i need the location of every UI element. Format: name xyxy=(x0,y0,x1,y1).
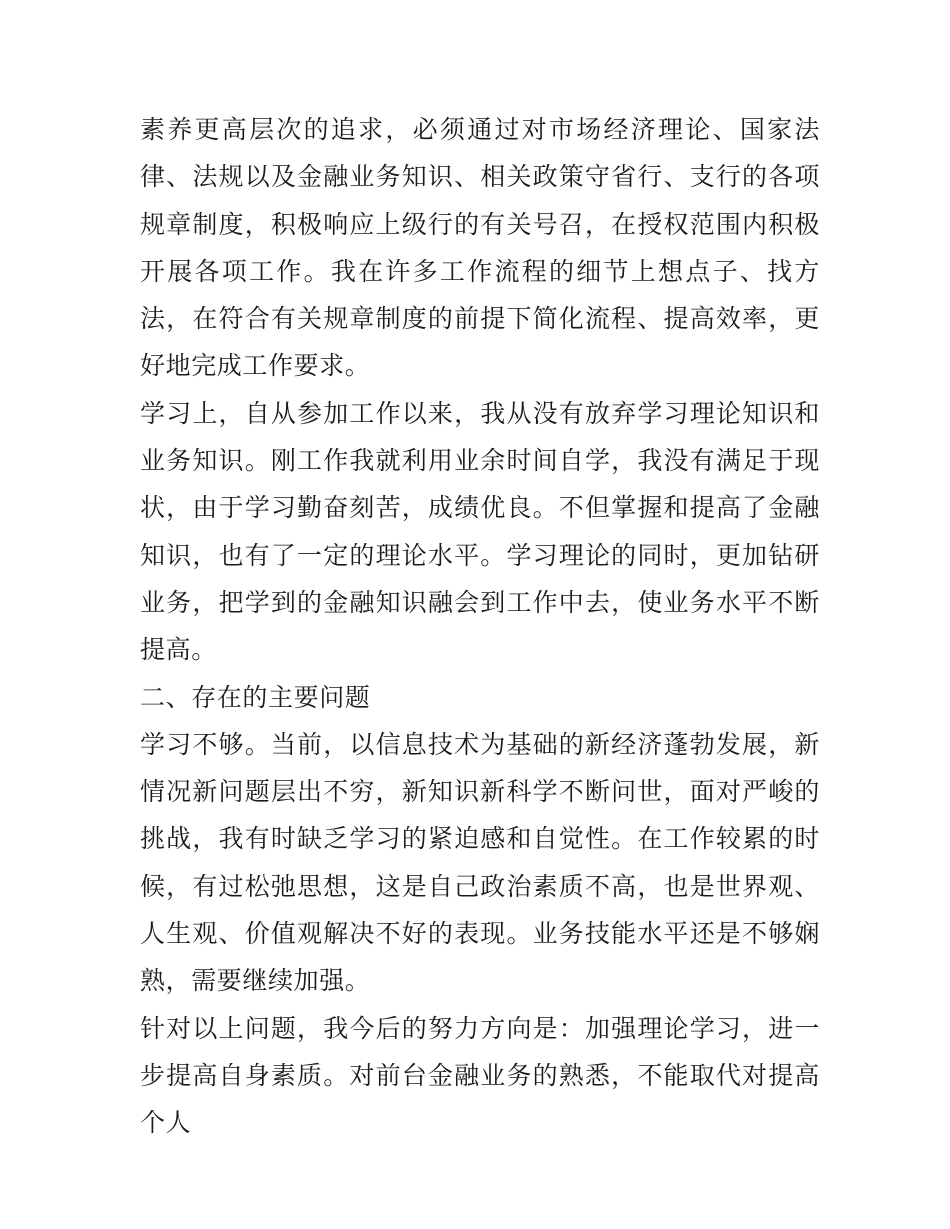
paragraph-insufficient-study: 学习不够。当前，以信息技术为基础的新经济蓬勃发展，新情况新问题层出不穷，新知识新科学不断问世，面对严峻的挑战，我有时缺乏学习的紧迫感和自觉性。在工作较累的时候，有过松弛思想，这是自己政治素质不高，也是世界观、人生观、价值观解决不好的表现。业务技能水平还是不够娴熟，需要继续加强。 xyxy=(140,729,820,996)
paragraph-professional-standards: 素养更高层次的追求，必须通过对市场经济理论、国家法律、法规以及金融业务知识、相关政策守省行、支行的各项规章制度，积极响应上级行的有关号召，在授权范围内积极开展各项工作。我在许多工作流程的细节上想点子、找方法，在符合有关规章制度的前提下简化流程、提高效率，更好地完成工作要求。 xyxy=(140,115,820,381)
paragraph-study: 学习上，自从参加工作以来，我从没有放弃学习理论知识和业务知识。刚工作我就利用业余时间自学，我没有满足于现状，由于学习勤奋刻苦，成绩优良。不但掌握和提高了金融知识，也有了一定的理论水平。学习理论的同时，更加钻研业务，把学到的金融知识融会到工作中去，使业务水平不断提高。 xyxy=(140,398,820,665)
paragraph-improvement-direction: 针对以上问题，我今后的努力方向是：加强理论学习，进一步提高自身素质。对前台金融业务的熟悉，不能取代对提高个人 xyxy=(140,1013,820,1138)
document-body xyxy=(140,106,820,1147)
section-heading-main-problems: 二、存在的主要问题 xyxy=(140,682,371,712)
